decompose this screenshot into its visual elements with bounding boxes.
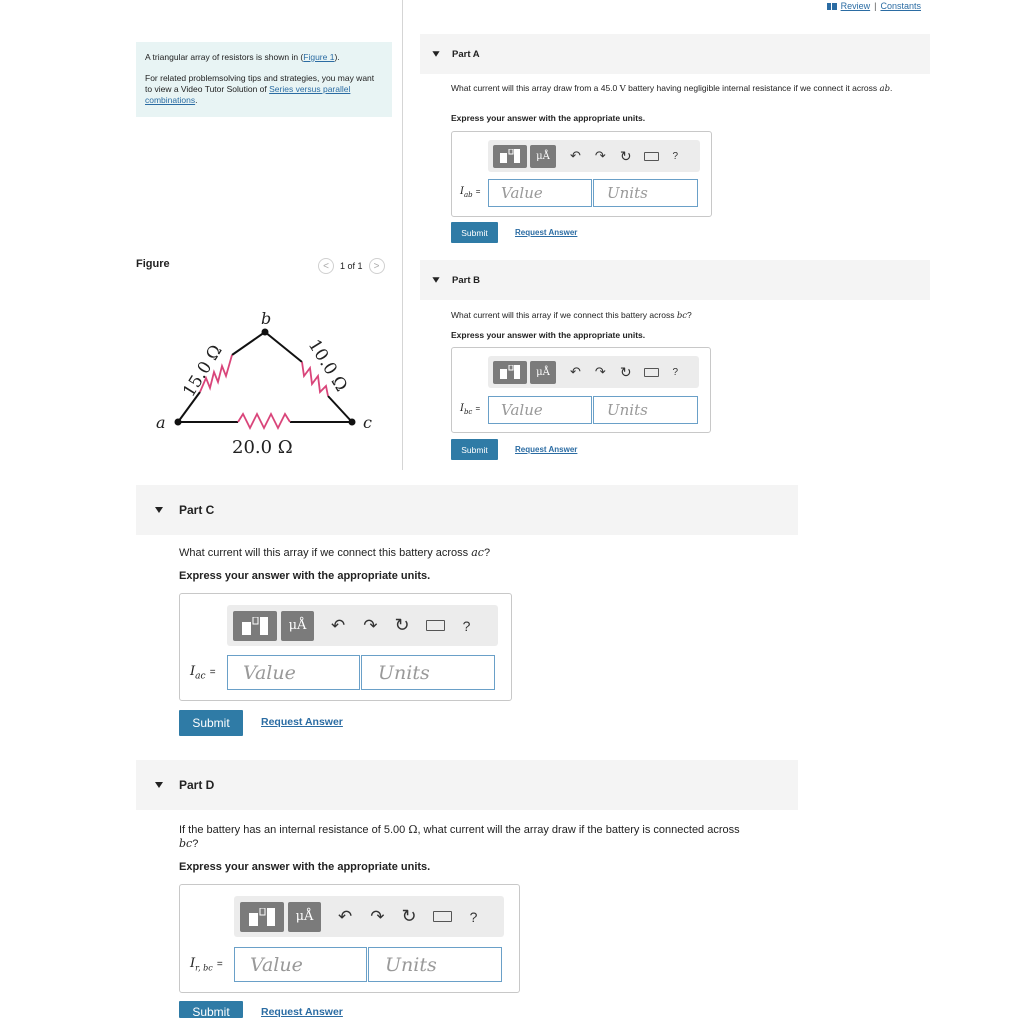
part-c-header[interactable] bbox=[136, 485, 798, 535]
book-icon bbox=[827, 3, 837, 10]
templates-icon bbox=[500, 365, 520, 379]
part-d-label: Part D bbox=[179, 778, 215, 792]
figure-pager bbox=[318, 258, 385, 274]
part-c-variable-label: $I_{ac}$ = bbox=[190, 664, 216, 682]
help-icon[interactable]: ? bbox=[672, 366, 679, 378]
part-a-toolbar bbox=[488, 140, 700, 172]
intro-line-1: A triangular array of resistors is shown in (Figure 1). bbox=[145, 52, 340, 62]
part-d-value-input[interactable]: Value bbox=[234, 947, 367, 982]
units-button[interactable]: μÅ bbox=[281, 611, 314, 641]
help-icon[interactable]: ? bbox=[469, 908, 478, 925]
problem-intro bbox=[136, 42, 392, 117]
top-links bbox=[827, 1, 921, 11]
part-b-header[interactable] bbox=[420, 260, 930, 300]
templates-icon bbox=[242, 617, 268, 635]
part-a-variable-label: $I_{ab}$ = bbox=[460, 186, 481, 199]
units-button[interactable]: μÅ bbox=[530, 145, 556, 168]
part-a-units-input[interactable]: Units bbox=[593, 179, 698, 207]
part-d-variable-label: $I_{r, bc}$ = bbox=[190, 956, 223, 973]
part-b-question: What current will this array if we connect this battery across bc? bbox=[451, 310, 692, 321]
part-b-variable-label: $I_{bc}$ = bbox=[460, 403, 481, 416]
part-b-label: Part B bbox=[452, 274, 480, 286]
node-a-dot bbox=[175, 419, 182, 426]
figure-1-link[interactable]: Figure 1 bbox=[303, 52, 335, 62]
templates-button[interactable] bbox=[493, 145, 527, 168]
part-c-toolbar bbox=[227, 605, 498, 646]
part-d-request-answer-link[interactable]: Request Answer bbox=[261, 1006, 343, 1018]
keyboard-icon[interactable] bbox=[644, 152, 659, 161]
intro-line-2: For related problemsolving tips and strategies, you may want to view a Video Tutor Solution of Series versus parallel combinations. bbox=[145, 73, 375, 105]
undo-icon[interactable]: ↶ bbox=[570, 364, 581, 379]
templates-button[interactable] bbox=[493, 361, 527, 384]
part-a-answer-box bbox=[451, 131, 712, 217]
part-c-question: What current will this array if we connect this battery across ac? bbox=[179, 546, 491, 559]
keyboard-icon[interactable] bbox=[644, 368, 659, 377]
part-c-submit-button[interactable]: Submit bbox=[179, 710, 243, 736]
part-b-value-input[interactable]: Value bbox=[488, 396, 592, 424]
keyboard-icon[interactable] bbox=[433, 911, 452, 922]
review-link[interactable]: Review bbox=[840, 1, 871, 11]
part-a-request-answer-link[interactable]: Request Answer bbox=[515, 228, 578, 237]
part-a-submit-button[interactable]: Submit bbox=[451, 222, 498, 243]
part-d-units-input[interactable]: Units bbox=[368, 947, 502, 982]
part-b-toolbar bbox=[488, 356, 699, 388]
node-c-label: c bbox=[363, 413, 372, 432]
help-icon[interactable]: ? bbox=[672, 150, 679, 162]
top-links-separator: | bbox=[874, 1, 877, 11]
caret-down-icon bbox=[155, 782, 163, 788]
node-a-label: a bbox=[156, 413, 166, 432]
caret-down-icon bbox=[432, 277, 439, 282]
templates-icon bbox=[500, 149, 520, 163]
undo-icon[interactable]: ↶ bbox=[570, 148, 581, 163]
part-b-instructions: Express your answer with the appropriate units. bbox=[451, 330, 646, 340]
templates-button[interactable] bbox=[233, 611, 277, 641]
part-c-answer-box bbox=[179, 593, 512, 701]
part-c-request-answer-link[interactable]: Request Answer bbox=[261, 716, 343, 728]
resistor-bc-label: 10.0 Ω bbox=[303, 336, 352, 396]
reset-icon[interactable]: ↻ bbox=[619, 147, 632, 164]
part-b-request-answer-link[interactable]: Request Answer bbox=[515, 445, 578, 454]
part-c-value-input[interactable]: Value bbox=[227, 655, 360, 690]
resistor-ab-label: 15.0 Ω bbox=[179, 341, 227, 401]
keyboard-icon[interactable] bbox=[426, 620, 445, 631]
help-icon[interactable]: ? bbox=[462, 617, 471, 634]
undo-icon[interactable]: ↶ bbox=[331, 615, 346, 635]
part-b-units-input[interactable]: Units bbox=[593, 396, 698, 424]
part-a-header[interactable] bbox=[420, 34, 930, 74]
node-b-label: b bbox=[261, 309, 272, 328]
redo-icon[interactable]: ↷ bbox=[594, 364, 606, 379]
redo-icon[interactable]: ↷ bbox=[370, 906, 385, 926]
reset-icon[interactable]: ↻ bbox=[619, 363, 632, 380]
part-a-value-input[interactable]: Value bbox=[488, 179, 592, 207]
resistor-ac-zigzag bbox=[238, 414, 290, 428]
part-a-question: What current will this array draw from a 45.0 V battery having negligible internal resistance if we connect it across ab. bbox=[451, 83, 893, 94]
redo-icon[interactable]: ↷ bbox=[594, 148, 606, 163]
units-button[interactable]: μÅ bbox=[530, 361, 556, 384]
part-d-toolbar bbox=[234, 896, 504, 937]
part-a-instructions: Express your answer with the appropriate units. bbox=[451, 113, 646, 123]
node-c-dot bbox=[349, 419, 356, 426]
templates-button[interactable] bbox=[240, 902, 284, 932]
units-button[interactable]: μÅ bbox=[288, 902, 321, 932]
resistor-ac-label: 20.0 Ω bbox=[232, 437, 293, 458]
part-d-submit-button[interactable]: Submit bbox=[179, 1001, 243, 1018]
reset-icon[interactable]: ↻ bbox=[401, 906, 417, 926]
constants-link[interactable]: Constants bbox=[880, 1, 921, 11]
next-figure-button[interactable]: > bbox=[369, 258, 385, 274]
redo-icon[interactable]: ↷ bbox=[363, 615, 378, 635]
part-d-answer-box bbox=[179, 884, 520, 993]
part-c-units-input[interactable]: Units bbox=[361, 655, 495, 690]
figure-title: Figure bbox=[136, 258, 170, 270]
templates-icon bbox=[249, 908, 275, 926]
part-d-instructions: Express your answer with the appropriate units. bbox=[179, 861, 431, 873]
caret-down-icon bbox=[155, 507, 163, 513]
part-d-question: If the battery has an internal resistance of 5.00 Ω, what current will the array draw if the battery is connected across bc? bbox=[179, 823, 740, 850]
resistor-triangle-figure bbox=[140, 300, 390, 465]
part-c-label: Part C bbox=[179, 503, 215, 517]
part-a-label: Part A bbox=[452, 48, 480, 60]
figure-page-indicator: 1 of 1 bbox=[340, 261, 363, 271]
part-b-answer-box bbox=[451, 347, 711, 433]
part-d-header[interactable] bbox=[136, 760, 798, 810]
column-divider bbox=[402, 0, 403, 470]
prev-figure-button[interactable]: < bbox=[318, 258, 334, 274]
part-b-submit-button[interactable]: Submit bbox=[451, 439, 498, 460]
node-b-dot bbox=[262, 329, 269, 336]
undo-icon[interactable]: ↶ bbox=[338, 906, 353, 926]
reset-icon[interactable]: ↻ bbox=[394, 615, 410, 635]
video-tutor-link[interactable]: Series versus parallel combinations bbox=[145, 84, 351, 105]
part-c-instructions: Express your answer with the appropriate units. bbox=[179, 570, 431, 582]
caret-down-icon bbox=[432, 51, 439, 56]
